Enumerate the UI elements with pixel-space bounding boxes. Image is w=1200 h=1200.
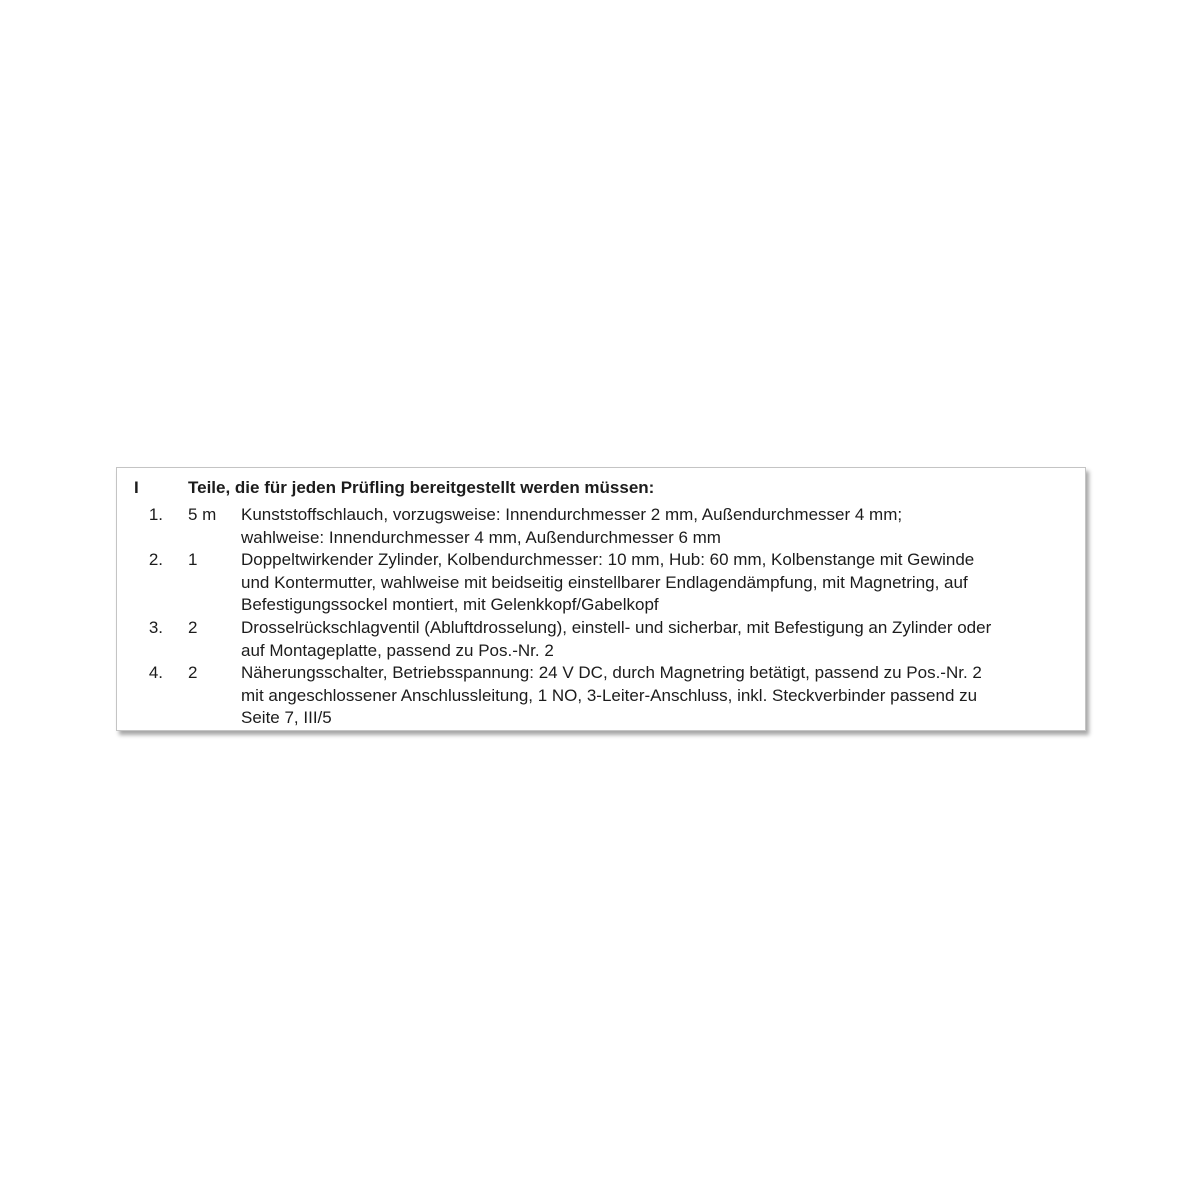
description-line: Drosselrückschlagventil (Abluftdrosselung), einstell- und sicherbar, mit Befestigung an Zylinder oder: [241, 617, 992, 637]
description-line: Kunststoffschlauch, vorzugsweise: Innendurchmesser 2 mm, Außendurchmesser 4 mm;: [241, 505, 903, 524]
description-line: Näherungsschalter, Betriebsspannung: 24 V DC, durch Magnetring betätigt, passend zu Pos.-Nr. 2: [241, 663, 982, 683]
item-number: 1.: [148, 505, 163, 524]
section-heading: Teile, die für jeden Prüfling bereitgestellt werden müssen:: [188, 478, 655, 497]
description-line: Seite 7, III/5: [241, 708, 332, 728]
parts-list: [117, 504, 1085, 730]
description-line: Befestigungssockel montiert, mit Gelenkkopf/Gabelkopf: [241, 595, 659, 615]
list-item: [117, 662, 1085, 730]
item-description: [241, 549, 1077, 617]
list-item: [117, 504, 1085, 549]
description-line: und Kontermutter, wahlweise mit beidseitig einstellbarer Endlagendämpfung, mit Magnetring, auf: [241, 572, 968, 592]
item-description: [241, 617, 1077, 662]
item-quantity: 1: [188, 550, 198, 570]
item-number: 2.: [148, 550, 163, 570]
item-number: 3.: [148, 617, 163, 637]
description-line: wahlweise: Innendurchmesser 4 mm, Außendurchmesser 6 mm: [241, 527, 721, 547]
section-numeral: I: [134, 478, 139, 497]
parts-list-box: [116, 467, 1086, 731]
item-description: [241, 662, 1077, 730]
list-item: [117, 617, 1085, 662]
item-quantity: 2: [188, 617, 198, 637]
item-quantity: 2: [188, 663, 198, 683]
item-quantity: 5 m: [188, 505, 217, 524]
item-description: [241, 504, 1077, 549]
list-item: [117, 549, 1085, 617]
section-header: [117, 477, 1085, 500]
description-line: Doppeltwirkender Zylinder, Kolbendurchmesser: 10 mm, Hub: 60 mm, Kolbenstange mit Gewinde: [241, 550, 975, 570]
item-number: 4.: [148, 663, 163, 683]
description-line: mit angeschlossener Anschlussleitung, 1 NO, 3-Leiter-Anschluss, inkl. Steckverbinder passend zu: [241, 685, 978, 705]
description-line: auf Montageplatte, passend zu Pos.-Nr. 2: [241, 640, 554, 660]
